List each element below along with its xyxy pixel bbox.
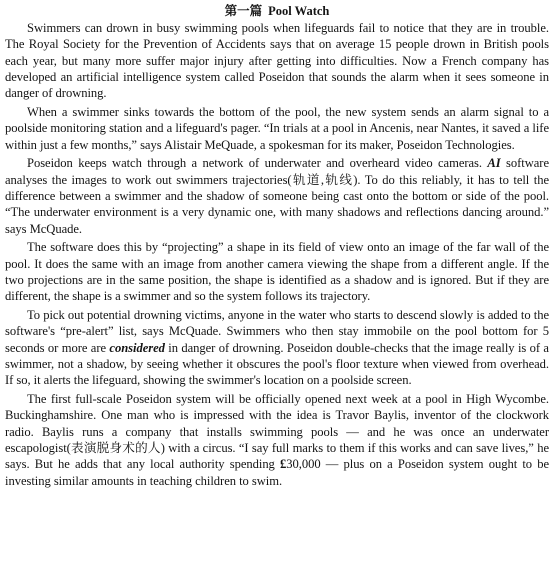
text-segment: Poseidon keeps watch through a network of underwater and overheard video cameras. [27, 156, 488, 171]
text-segment: 30,000 — plus on a Poseidon system ought to be investing similar amounts in teaching children to swim. [5, 457, 549, 488]
paragraph [5, 20, 549, 101]
emphasized-text: considered [109, 340, 165, 355]
text-segment: in danger of drowning. Poseidon double-checks that the image really is of a swimmer, not a shadow, by seeing whether it obscures the pool's floor texture when viewed from overhead. If so, it alerts the lifeguard, showing the swimmer's location on a poolside screen. [5, 340, 549, 388]
paragraph [5, 239, 549, 304]
paragraph [5, 155, 549, 236]
paragraph [5, 104, 549, 153]
emphasized-text: £ [280, 457, 287, 472]
article-body [5, 20, 549, 489]
title-text: Pool Watch [268, 4, 330, 18]
paragraph [5, 307, 549, 388]
article-title [5, 4, 549, 19]
text-segment: To pick out potential drowning victims, anyone in the water who starts to descend slowly is added to the software's “pre-alert” list, says McQuade. Swimmers who then stay immobile on the pool bottom for 5 seconds or more are [5, 308, 549, 355]
emphasized-text: AI [487, 156, 501, 171]
text-segment: The first full-scale Poseidon system will be officially opened next week at a pool in High Wycombe. Buckinghamshire. One man who is impressed with the idea is Travor Baylis, inventor of the clockwork radio. Baylis runs a company that installs swimming pools — and he was once an underwater escapologist(表演脱身术的人) with a circus. “I say full marks to them if this works and can save lives,” he says. But he adds that any local authority spending [5, 392, 549, 472]
text-segment: software analyses the images to work out swimmers trajectories(轨道,轨线). To do this reliably, it has to tell the difference between a swimmer and the shadow of someone being cast onto the bottom or side of the pool. “The underwater environment is a very dynamic one, with many shadows and reflections dancing around.” says McQuade. [5, 156, 549, 236]
text-segment: Swimmers can drown in busy swimming pools when lifeguards fail to notice that they are in trouble. The Royal Society for the Prevention of Accidents says that on average 15 people drown in British pools each year, but many more suffer major injury after getting into difficulties. Now a French company has developed an artificial intelligence system called Poseidon that sounds the alarm when it sees someone in danger of drowning. [5, 21, 549, 101]
section-number: 第一篇 [224, 4, 263, 18]
paragraph [5, 391, 549, 489]
text-segment: The software does this by “projecting” a shape in its field of view onto an image of the far wall of the pool. It does the same with an image from another camera viewing the shape from a different angle. If the two projections are in the same position, the shape is identified as a shadow and is ignored. But if they are different, the shape is a swimmer and so the system follows its trajectory. [5, 240, 549, 304]
text-segment: When a swimmer sinks towards the bottom of the pool, the new system sends an alarm signal to a poolside monitoring station and a lifeguard's pager. “In trials at a pool in Ancenis, near Nantes, it saved a life within just a few months,” says Alistair MeQuade, a spokesman for its maker, Poseidon Technologies. [5, 104, 549, 152]
